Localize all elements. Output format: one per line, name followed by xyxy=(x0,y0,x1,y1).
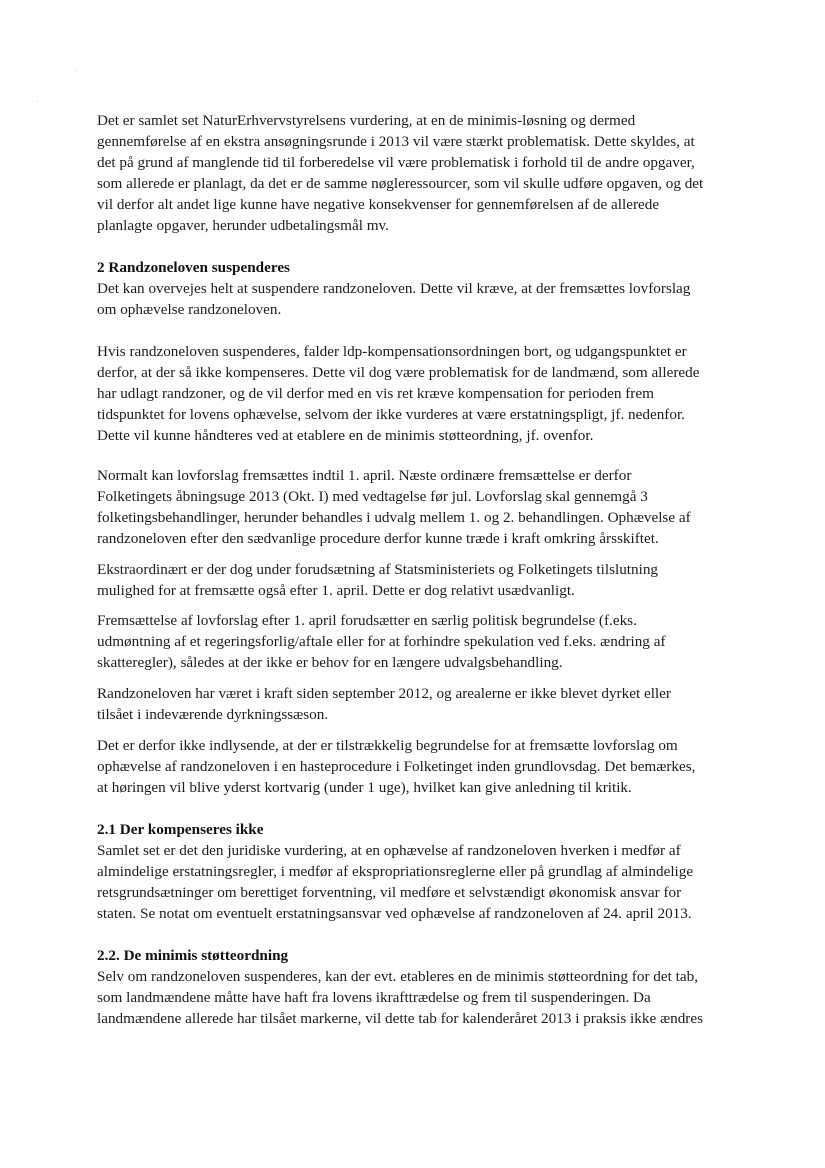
text-line: Det er derfor ikke indlysende, at der er tilstrækkelig begrundelse for at fremsætte lovforslag om xyxy=(97,737,678,754)
text-line: tidspunktet for lovens ophævelse, selvom der ikke vurderes at være erstatningspligt, jf. nedenfor. xyxy=(97,406,685,423)
text-line: Normalt kan lovforslag fremsættes indtil 1. april. Næste ordinære fremsættelse er derfor xyxy=(97,467,632,484)
text-line: som allerede er planlagt, da det er de samme nøgleressourcer, som vil skulle udføre opgaven, og det xyxy=(97,175,704,192)
text-line: at høringen vil blive yderst kortvarig (under 1 uge), hvilket kan give anledning til kritik. xyxy=(97,779,632,796)
text-line: udmøntning af et regeringsforlig/aftale eller for at forhindre spekulation ved f.eks. ændring af xyxy=(97,633,666,650)
text-line: Hvis randzoneloven suspenderes, falder ldp-kompensationsordningen bort, og udgangspunktet er xyxy=(97,343,687,360)
text-line: randzoneloven efter den sædvanlige procedure derfor kunne træde i kraft omkring årsskiftet. xyxy=(97,530,659,547)
section-heading: 2.2. De minimis støtteordning xyxy=(97,947,289,964)
text-line: skatteregler), således at der ikke er behov for en længere udvalgsbehandling. xyxy=(97,654,563,671)
text-line: ophævelse af randzoneloven i en hasteprocedure i Folketinget inden grundlovsdag. Det bemærkes, xyxy=(97,758,696,775)
section-heading: 2 Randzoneloven suspenderes xyxy=(97,259,290,276)
scan-speck xyxy=(37,101,38,102)
section-heading: 2.1 Der kompenseres ikke xyxy=(97,821,264,838)
text-line: folketingsbehandlinger, herunder behandles i udvalg mellem 1. og 2. behandlingen. Ophævelse af xyxy=(97,509,691,526)
text-line: mulighed for at fremsætte også efter 1. april. Dette er dog relativt usædvanligt. xyxy=(97,582,575,599)
scan-speck xyxy=(76,70,77,71)
text-line: Det kan overvejes helt at suspendere randzoneloven. Dette vil kræve, at der fremsættes lovforslag xyxy=(97,280,691,297)
text-line: om ophævelse randzoneloven. xyxy=(97,301,282,318)
text-line: vil derfor alt andet lige kunne have negative konsekvenser for gennemførelsen af de allerede xyxy=(97,196,660,213)
text-line: Randzoneloven har været i kraft siden september 2012, og arealerne er ikke blevet dyrket eller xyxy=(97,685,671,702)
text-line: almindelige erstatningsregler, i medfør af ekspropriationsreglerne eller på grundlag af almindelige xyxy=(97,863,694,880)
text-line: gennemførelse af en ekstra ansøgningsrunde i 2013 vil være stærkt problematisk. Dette skyldes, at xyxy=(97,133,695,150)
text-line: har udlagt randzoner, og de vil derfor med en vis ret kræve kompensation for perioden frem xyxy=(97,385,654,402)
text-line: Fremsættelse af lovforslag efter 1. april forudsætter en særlig politisk begrundelse (f.eks. xyxy=(97,612,637,629)
text-line: Ekstraordinært er der dog under forudsætning af Statsministeriets og Folketingets tilslutning xyxy=(97,561,659,578)
text-line: landmændene allerede har tilsået markerne, vil dette tab for kalenderåret 2013 i praksis ikke ændres xyxy=(97,1010,704,1027)
text-line: Samlet set er det den juridiske vurdering, at en ophævelse af randzoneloven hverken i medfør af xyxy=(97,842,681,859)
text-line: derfor, at der så ikke kompenseres. Dette vil dog være problematisk for de landmænd, som allerede xyxy=(97,364,700,381)
text-line: Selv om randzoneloven suspenderes, kan der evt. etableres en de minimis støtteordning for det tab, xyxy=(97,968,699,985)
text-line: retsgrundsætninger om berettiget forventning, vil medføre et selvstændigt økonomisk ansvar for xyxy=(97,884,682,901)
text-line: Det er samlet set NaturErhvervstyrelsens vurdering, at en de minimis-løsning og dermed xyxy=(97,112,636,129)
text-line: staten. Se notat om eventuelt erstatningsansvar ved ophævelse af randzoneloven af 24. april 2013. xyxy=(97,905,692,922)
text-line: Folketingets åbningsuge 2013 (Okt. I) med vedtagelse før jul. Lovforslag skal gennemgå 3 xyxy=(97,488,648,505)
text-line: Dette vil kunne håndteres ved at etablere en de minimis støtteordning, jf. ovenfor. xyxy=(97,427,594,444)
text-line: som landmændene måtte have haft fra lovens ikrafttrædelse og frem til suspenderingen. Da xyxy=(97,989,651,1006)
text-line: tilsået i indeværende dyrkningssæson. xyxy=(97,706,329,723)
text-line: planlagte opgaver, herunder udbetalingsmål mv. xyxy=(97,217,389,234)
text-line: det på grund af manglende tid til forberedelse vil være problematisk i forhold til de andre opgaver, xyxy=(97,154,695,171)
